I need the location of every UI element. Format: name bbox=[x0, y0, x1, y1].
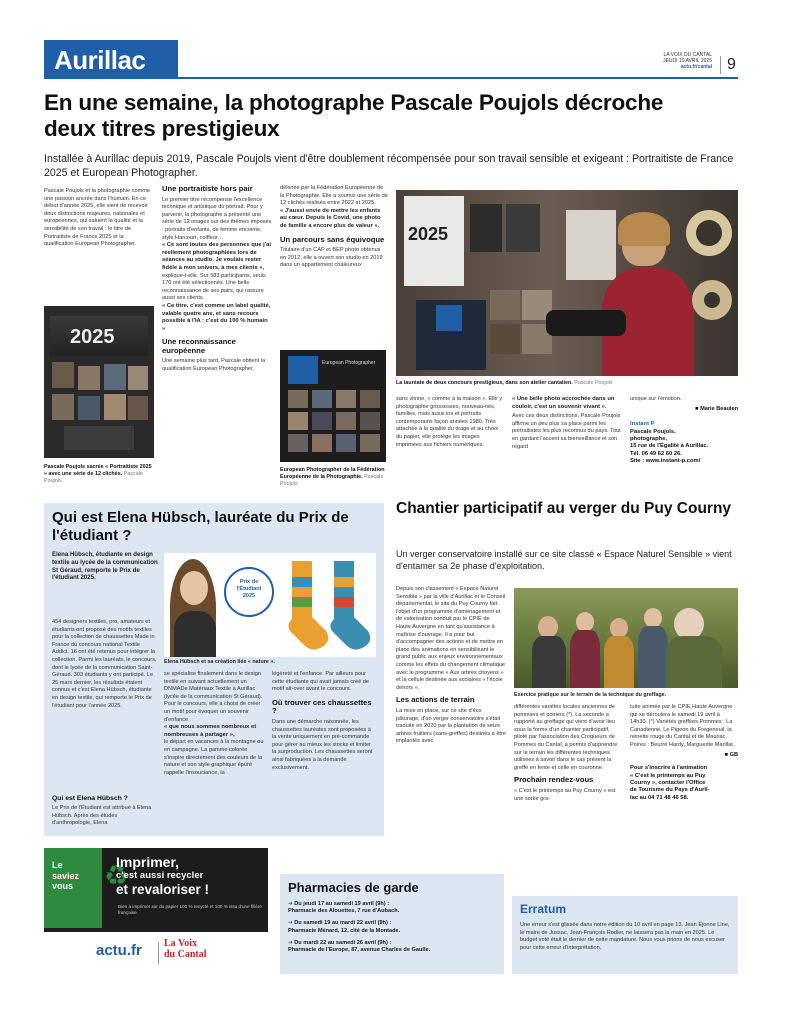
prize-badge bbox=[224, 567, 274, 617]
elena-col2 bbox=[164, 671, 264, 777]
info-line-3: 15 rue de l'Égalité à Aurillac. bbox=[630, 443, 709, 450]
big-photo bbox=[396, 190, 738, 376]
chantier-col2-text2: « C'est le printemps au Puy Courny » est une sortie gra- bbox=[514, 787, 616, 802]
erratum-text: Une erreur s'est glissée dans notre édition du 10 avril en page 13. Jean Ejonne Line, le maire de Jussac, Jean-François Rodier, ne laissera pas la main en 2025. Le budget voté était le dernier de cette mandature. Nous vous prions de nous excuser pour cette erreur d'interprétation. bbox=[520, 922, 730, 951]
ad-left-line-0: Le bbox=[52, 860, 63, 870]
chantier-info-4: lac au 04 71 48 46 58. bbox=[630, 794, 689, 801]
recycle-icon: ♻ bbox=[104, 860, 130, 891]
ad-headline-1: c'est aussi recycler bbox=[116, 870, 204, 881]
paper-info bbox=[640, 52, 712, 70]
subhead-portraitiste: Une portraitiste hors pair bbox=[162, 184, 253, 193]
badge-line-1: l'Étudiant bbox=[236, 586, 262, 592]
pharmacy-entry: ➜ Du mardi 22 au samedi 26 avril (9h) : Pharmacie de l'Europe, 87, avenue Charles de Gaulle. bbox=[288, 940, 496, 954]
col2-text3: Une semaine plus tard, Pascale obtient la qualification European Photographer, bbox=[162, 358, 266, 373]
col1-caption-bold: Pascale Poujols sacrée « Portraitiste 2025 » avec une série de 12 clichés. bbox=[44, 464, 152, 477]
socks-illustration bbox=[284, 557, 374, 655]
info-line-1: Pascale Poujols, bbox=[630, 428, 676, 435]
actu-logo: actu.fr bbox=[96, 942, 142, 959]
chantier-col1 bbox=[396, 586, 506, 746]
chantier-photo-caption: Exercice pratique sur le terrain de la technique du greffage. bbox=[514, 692, 667, 698]
big-caption-bold: La lauréate de deux concours prestigieux, dans son atelier cantalien. bbox=[396, 380, 573, 386]
chantier-author: GB bbox=[729, 751, 738, 758]
chantier-info-0: Pour s'inscrire à l'animation bbox=[630, 765, 708, 772]
erratum-title: Erratum bbox=[520, 902, 567, 916]
col5-text: Avec ces deux distinctions, Pascale Poujols affirme un peu plus sa place parmi les portraitistes les plus reconnus du pays. Tout en gardant l'accent sa bienveillance et son regard bbox=[512, 413, 621, 450]
big-photo-label: 2025 bbox=[408, 224, 449, 244]
col1-caption bbox=[44, 464, 154, 484]
main-col6 bbox=[630, 396, 738, 466]
col3-photo-label: European Photographer bbox=[322, 360, 376, 366]
elena-text1: 454 designers textiles, pro, amateurs et étudiants ont proposé des motifs textiles pour la collection de chaussettes Made in France du concours national Textile Addict. 16 ont été retenus pour intégrer la collection. Parmi les lauréats, le concours, dont le lycée de la communication Saint-Géraud. 303 étudiants y ont participé. Le 25 mars dernier, les résultats étaient connus et c'est Elena Hübsch, étudiante en design textile, qui remporte le Prix de l'étudiant pour l'année 2025. bbox=[52, 619, 157, 709]
chantier-info-1: « C'est le printemps au Puy bbox=[630, 772, 706, 779]
main-title: En une semaine, la photographe Pascale Poujols décroche deux titres prestigieux bbox=[44, 90, 664, 141]
col2-bold-quote: « Ce sont toutes des personnes que j'ai réellement photographiées lors de séances au studio. Je voulais rester fidèle à mon univers, à mes clients », bbox=[162, 242, 271, 271]
chantier-col2 bbox=[514, 704, 622, 803]
elena-subhead: Qui est Elena Hübsch ? bbox=[52, 795, 128, 802]
paper-date: JEUDI 10 AVRIL 2025 bbox=[663, 58, 712, 64]
col2-text1: Le premier titre récompense l'excellence technique et artistique du portrait. Pour y parvenir, la photographe a présenté une série de 12 images sur des thèmes imposés : portraits d'enfants, de femme enceinte, style Harcourt, coiffeur… bbox=[162, 196, 272, 241]
pharmacy-date-1: Du samedi 19 au mardi 22 avril (9h) : bbox=[294, 920, 392, 927]
elena-lead: Elena Hübsch, étudiante en design textile au lycée de la communication St Géraud, remporte le Prix de l'étudiant 2025. bbox=[52, 551, 158, 582]
chantier-title: Chantier participatif au verger du Puy Courny bbox=[396, 500, 732, 517]
chantier-lead: Un verger conservatoire installé sur ce site classé « Espace Naturel Sensible » vient d'entamer sa 2e phase d'exploitation. bbox=[396, 549, 732, 571]
paper-site: actu.fr/cantal bbox=[680, 64, 712, 70]
ad-headline-2: et revaloriser ! bbox=[116, 882, 210, 897]
badge-line-0: Prix de bbox=[239, 579, 259, 585]
chantier-col3 bbox=[630, 704, 738, 802]
pharmacies-title: Pharmacies de garde bbox=[288, 880, 419, 895]
pharmacy-entry: ➜ Du jeudi 17 au samedi 19 avril (9h) : Pharmacie des Alouettes, 7 rue d'Aubach. bbox=[288, 901, 496, 915]
col6-author-line: ■ Marie Beaulen bbox=[695, 405, 738, 412]
voix-logo bbox=[164, 938, 207, 960]
big-photo-caption bbox=[396, 380, 738, 387]
badge-line-2: 2025 bbox=[242, 593, 256, 599]
ad-logo-bar bbox=[44, 932, 268, 974]
elena-col3-text: légèreté et l'enfance. Par ailleurs pour cette étudiante qui avait jamais créé de motif alt-over avant le concours. bbox=[272, 671, 370, 693]
pharmacy-name-1: Pharmacie Ménard, 12, cité de la Montade. bbox=[288, 927, 401, 934]
elena-caption: Elena Hübsch et sa création liée « nature ». bbox=[164, 659, 275, 665]
elena-col2-text2: le départ en vacances à la montagne ou en campagne. La gamme colorée s'inspire directement des couleurs de la nature et son style graphique épuré rappelle l'insouciance, la bbox=[164, 739, 264, 776]
pharmacy-name-0: Pharmacie des Alouettes, 7 rue d'Aubach. bbox=[288, 908, 400, 915]
ad-left-line-2: vous bbox=[52, 881, 74, 891]
subhead-parcours: Un parcours sans équivoque bbox=[280, 234, 385, 244]
chantier-info bbox=[630, 765, 738, 802]
chantier-info-3: de Tourisme du Pays d'Auril- bbox=[630, 787, 710, 794]
section-banner bbox=[44, 40, 178, 78]
big-caption-credit: Pascale Poujols bbox=[574, 380, 613, 386]
ad-headline bbox=[116, 854, 266, 897]
chantier-subhead-actions: Les actions de terrain bbox=[396, 695, 475, 705]
col3-caption bbox=[280, 467, 388, 487]
col1-caption-credit: Pascale Poujols bbox=[44, 470, 143, 484]
elena-title: Qui est Elena Hübsch, lauréate du Prix de l'étudiant ? bbox=[52, 509, 349, 544]
elena-col2-bold: « que nous sommes nombreux et nombreuses à partager », bbox=[164, 724, 257, 738]
col5-bold-quote: « Une belle photo accrochée dans un couloir, c'est un souvenir vivant ». bbox=[512, 396, 615, 410]
main-col3 bbox=[280, 185, 388, 270]
elena-photo bbox=[164, 553, 376, 657]
col6-text: unique sur l'émotion. bbox=[630, 396, 682, 402]
subhead-reconnaissance: Une reconnaissance européenne bbox=[162, 337, 236, 355]
col3-photo bbox=[280, 350, 386, 462]
section-title: Aurillac bbox=[54, 45, 146, 75]
col3-text2: Titulaire d'un CAP et BEP photo obtenus en 2012, elle a ouvert son studio en 2019 dans un appartement chaleureux bbox=[280, 247, 383, 269]
ad-body: Bien à imprimer sur du papier 100 % recyclé et 100 % issu d'une filière française. bbox=[118, 904, 262, 915]
voix-logo-1: du Cantal bbox=[164, 949, 207, 960]
main-col4-text: sans vitrine, « comme à la maison ». Elle y photographie grossesses, nouveau-nés, familles, mais aussi ins et portraits contemporains façon années 1980. Très attachée à la qualité du tirage et au choix du papier, elle protège les images imprimées aux fichiers numériques. bbox=[396, 396, 503, 448]
pharmacy-date-0: Du jeudi 17 au samedi 19 avril (9h) : bbox=[294, 901, 390, 907]
col3-bold-quote: « J'aussi envie de mettre les enfants au cœur. Depuis le Covid, une photo de famille a encore plus de valeur ». bbox=[280, 207, 381, 229]
info-line-0: Instant P bbox=[630, 421, 655, 428]
pharmacy-entry: ➜ Du samedi 19 au mardi 22 avril (9h) : Pharmacie Ménard, 12, cité de la Montade. bbox=[288, 920, 496, 934]
col2-text2: explique-t-elle. Sur 583 participants, seuls 170 ont été sélectionnés. Une belle reconnaissance de ses pairs, qui rassure aussi ses clients. bbox=[162, 272, 266, 302]
erratum-box bbox=[512, 896, 738, 974]
pharmacies-box bbox=[280, 874, 504, 974]
pharmacy-date-2: Du mardi 22 au samedi 26 avril (9h) : bbox=[294, 939, 392, 946]
elena-text2: Le Prix de l'Étudiant est attribué à Elena Hübsch. Après des études d'anthropologie, Elena bbox=[52, 805, 152, 827]
col3-text1: délivrée par la Fédération Européenne de la Photographie. Elle a soumis une série de 12 clichés réalisés entre 2022 et 2025. bbox=[280, 185, 388, 207]
chantier-col1-text: Depuis son classement « Espace Naturel Sensible » par la ville d'Aurillac et le Conseil départemental, le site du Puy Courny fait l'objet d'un programme d'aménagement et de valorisation conduit par le CPIE de Haute Auvergne en tant qu'assistance à maîtrise d'ouvrage. Il a pour but d'accompagner des actions et de mettre en place des animations en sensibilisant le grand public aux enjeux environnementaux comme les effets du changement climatique avec le programme « Aux arbres citoyens » et la cellule destinée aux scolaires « l'école dehors ». bbox=[396, 586, 506, 691]
chantier-info-2: Courny », contacter l'Office bbox=[630, 779, 706, 786]
col3-caption-credit: Pascale Poujols bbox=[280, 473, 384, 487]
elena-col3-subhead: Où trouver ces chaussettes ? bbox=[272, 697, 372, 716]
col1-photo bbox=[44, 306, 154, 458]
main-lead: Installée à Aurillac depuis 2019, Pascale Poujols vient d'être doublement récompensée pour son travail sensible et exigeant : Portraitiste de France 2025 et European Photographer. bbox=[44, 153, 734, 179]
page-number: 9 bbox=[720, 56, 736, 74]
chantier-col3-text: tuite animée par le CPIE Haute Auvergne qui se déroulera le samedi 19 avril à 14h30. (*) Variétés greffées Pommes : La Canadienne, Le Pigeon du Fregeneuil, la reinette rouge du Cantal et de Mauriac. Poires : Beurré Hardy, Marguerite Marillat. bbox=[630, 704, 735, 748]
info-line-2: photographe, bbox=[630, 436, 668, 442]
info-box-instant-p bbox=[630, 421, 738, 465]
chantier-col1-text2: La mise en place, sur ce site d'éco pâturage, d'un verger conservatoire s'était traduite en 2020 par la plantation de seize arbres fruitiers (sans-greffes) destinés à être implantés avec bbox=[396, 707, 506, 745]
elena-box bbox=[44, 503, 384, 836]
ad-left-panel bbox=[44, 848, 102, 928]
ad-left-line-1: saviez bbox=[52, 870, 80, 881]
pharmacy-name-2: Pharmacie de l'Europe, 87, avenue Charles de Gaulle. bbox=[288, 947, 431, 954]
chantier-col2-text: différentes variétés locales anciennes de pommiers et poiriers (*). La seconde a rapporté au greffage qui vient d'avoir lieu sous la forme d'un chantier participatif, piloté par l'association des Croqueurs de Pommes du Cantal, a permis d'apprendre sur le terrain les différentes techniques utilisées à savoir dans le cas présent la greffe en fente et celle en couronne. bbox=[514, 704, 618, 771]
voix-logo-0: La Voix bbox=[164, 938, 198, 949]
info-line-5: Site : www.instant-p.com/ bbox=[630, 458, 701, 465]
info-line-4: Tél. 06 49 62 60 26. bbox=[630, 450, 682, 457]
col2-bold-quote2: « Ce titre, c'est comme un label qualité, valable quatre ans, et sans recours possible à l'IA : c'est du 100 % humain » bbox=[162, 302, 271, 332]
col3-caption-bold: European Photographer de la Fédération Européenne de la Photographie. bbox=[280, 467, 385, 480]
col1-photo-label: 2025 bbox=[70, 326, 115, 348]
chantier-subhead-rdv: Prochain rendez-vous bbox=[514, 775, 594, 785]
main-col5 bbox=[512, 396, 622, 451]
main-col2 bbox=[162, 185, 272, 374]
recycling-ad bbox=[44, 848, 268, 974]
header-rule bbox=[44, 77, 738, 79]
chantier-author-line: ■ GB bbox=[724, 751, 738, 758]
elena-col2-text: se spécialise finalement dans le design textile en suivant actuellement un DNMADe Matériaux Textile à Aurillac (lycée de la communication St Géraud). Pour le concours, elle a choisi de créer un motif pour évoquer un souvenir d'enfance bbox=[164, 671, 263, 723]
ad-headline-0: Imprimer, bbox=[116, 854, 180, 870]
col6-author: Marie Beaulen bbox=[700, 405, 738, 412]
elena-col3-text2: Dans une démarche raisonnée, les chaussettes lauréates sont proposées à la vente uniquement en pré-commande pour gérer au mieux les stocks et limiter la surproduction. Les chaussettes seront ainsi fabriquées à la demande exclusivement. bbox=[272, 718, 373, 771]
elena-col3 bbox=[272, 671, 376, 772]
main-col1-text: Pascale Poujols et la photographie comme une passion ancrée dans l'humain. En ce début d'année 2025, elle vient de recevoir deux distinctions majeures, nationales et européennes, qui saluent la qualité et la sensibilité de son travail : le titre de Portraitiste de France 2025 et la qualification European Photographer. bbox=[44, 188, 151, 248]
paper-name: LA VOIX DU CANTAL bbox=[663, 52, 712, 58]
chantier-photo bbox=[514, 588, 738, 688]
